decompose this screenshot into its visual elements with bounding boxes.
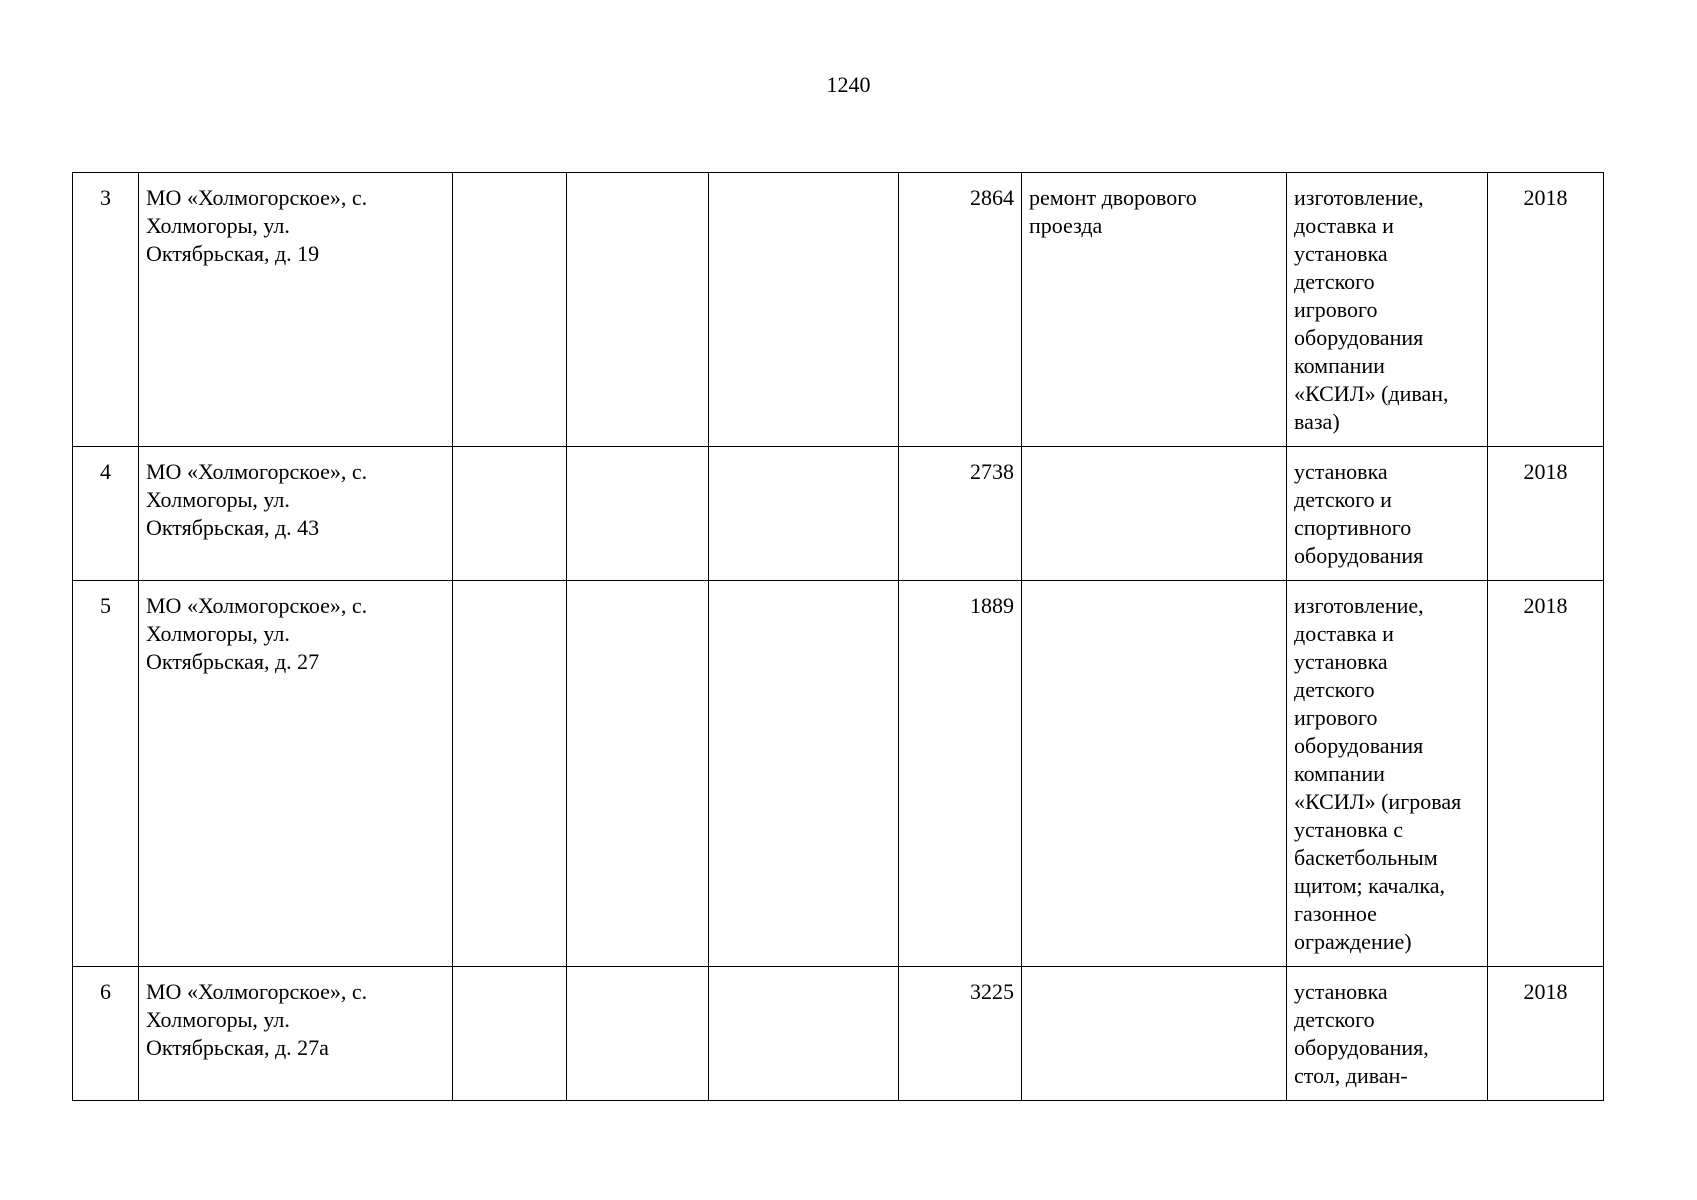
address-cell: МО «Холмогорское», с. Холмогоры, ул. Октябрьская, д. 19 <box>139 173 453 447</box>
area-cell: 3225 <box>899 967 1022 1101</box>
year-cell: 2018 <box>1488 447 1604 581</box>
row-number-cell: 5 <box>73 581 139 967</box>
row-number-cell: 6 <box>73 967 139 1101</box>
page-number: 1240 <box>826 72 871 97</box>
address-cell: МО «Холмогорское», с. Холмогоры, ул. Октябрьская, д. 27 <box>139 581 453 967</box>
year-cell: 2018 <box>1488 581 1604 967</box>
empty-cell <box>567 447 709 581</box>
improvement-cell: изготовление, доставка и установка детского игрового оборудования компании «КСИЛ» (игровая установка с баскетбольным щитом; качалка, газонное ограждение) <box>1287 581 1488 967</box>
area-cell: 2864 <box>899 173 1022 447</box>
empty-cell <box>567 967 709 1101</box>
table-row <box>73 581 1604 967</box>
year-cell: 2018 <box>1488 173 1604 447</box>
empty-cell <box>709 447 899 581</box>
improvement-cell: изготовление, доставка и установка детского игрового оборудования компании «КСИЛ» (диван, ваза) <box>1287 173 1488 447</box>
repair-cell <box>1022 581 1287 967</box>
empty-cell <box>567 581 709 967</box>
area-cell: 1889 <box>899 581 1022 967</box>
improvement-cell: установка детского и спортивного оборудования <box>1287 447 1488 581</box>
empty-cell <box>709 967 899 1101</box>
row-number-cell: 4 <box>73 447 139 581</box>
empty-cell <box>453 967 567 1101</box>
repair-cell: ремонт дворового проезда <box>1022 173 1287 447</box>
table-row <box>73 173 1604 447</box>
empty-cell <box>453 447 567 581</box>
table-row <box>73 967 1604 1101</box>
empty-cell <box>567 173 709 447</box>
empty-cell <box>453 173 567 447</box>
table-row <box>73 447 1604 581</box>
empty-cell <box>453 581 567 967</box>
area-cell: 2738 <box>899 447 1022 581</box>
year-cell: 2018 <box>1488 967 1604 1101</box>
row-number-cell: 3 <box>73 173 139 447</box>
repair-cell <box>1022 447 1287 581</box>
address-cell: МО «Холмогорское», с. Холмогоры, ул. Октябрьская, д. 43 <box>139 447 453 581</box>
address-cell: МО «Холмогорское», с. Холмогоры, ул. Октябрьская, д. 27а <box>139 967 453 1101</box>
registry-table <box>72 172 1604 1101</box>
improvement-cell: установка детского оборудования, стол, диван- <box>1287 967 1488 1101</box>
empty-cell <box>709 173 899 447</box>
repair-cell <box>1022 967 1287 1101</box>
empty-cell <box>709 581 899 967</box>
